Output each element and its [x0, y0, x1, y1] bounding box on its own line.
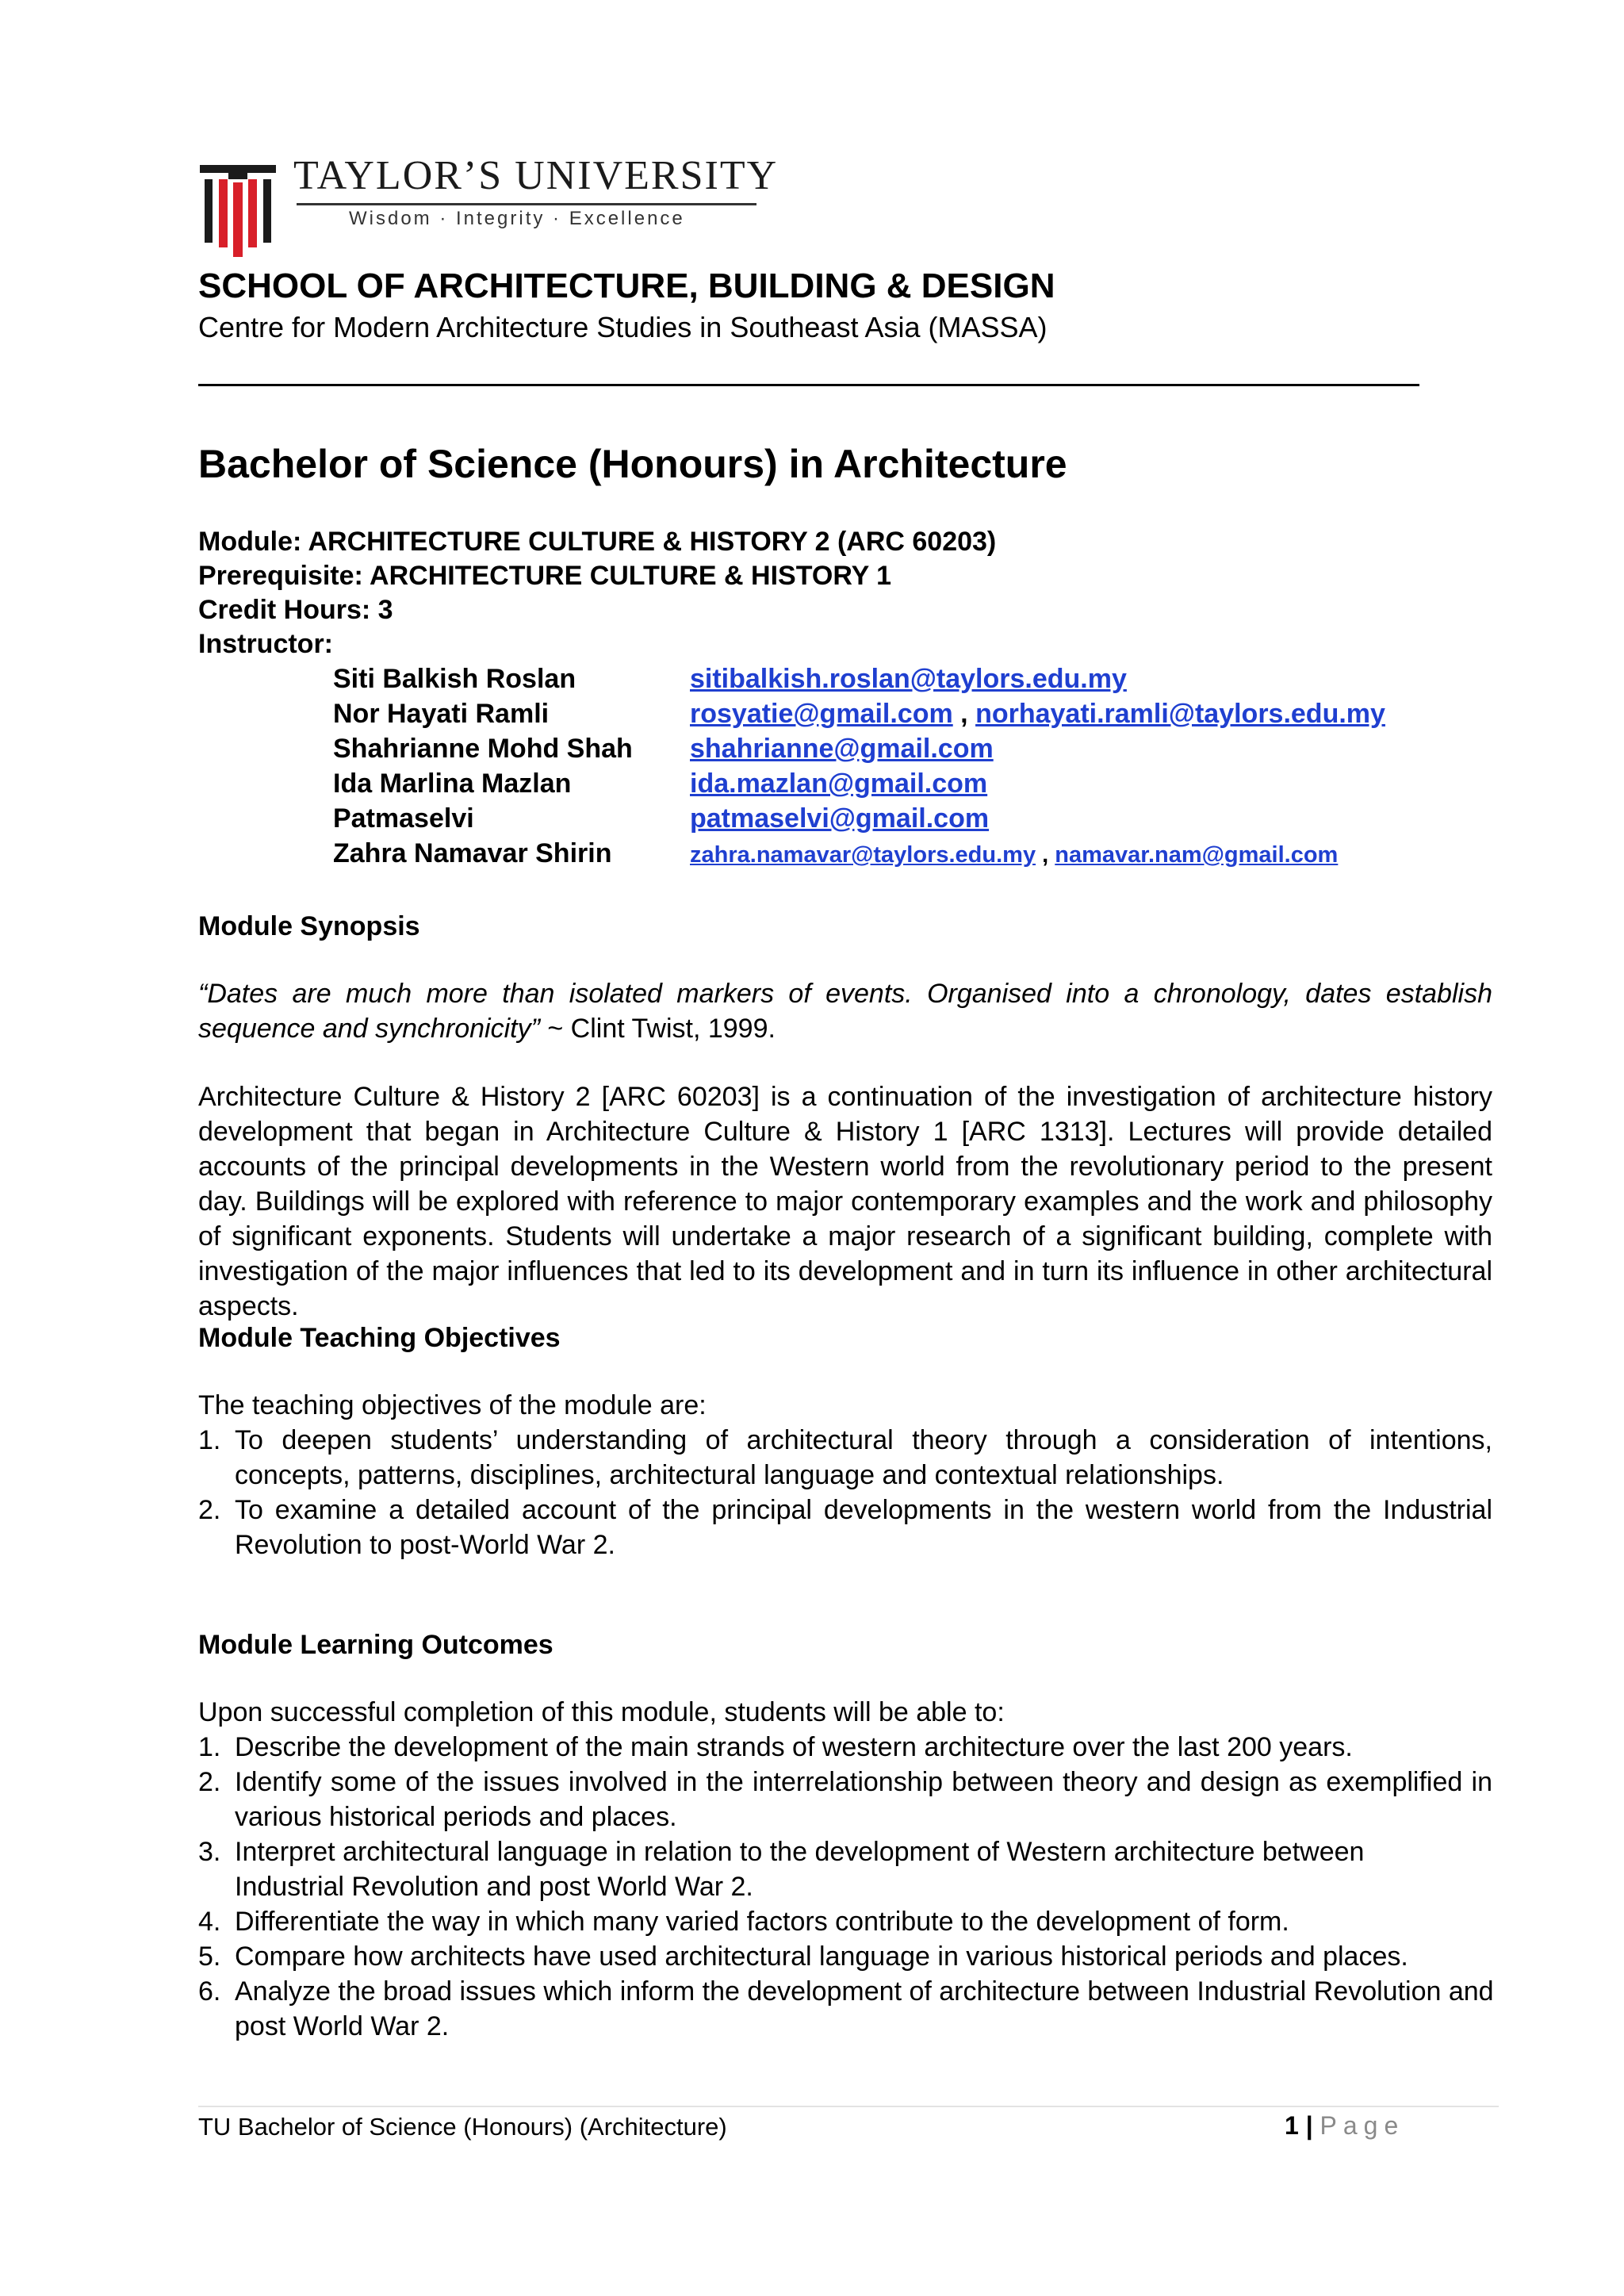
footer-divider: [198, 2106, 1499, 2107]
email-separator: ,: [1036, 842, 1055, 868]
degree-title: Bachelor of Science (Honours) in Architecture: [198, 442, 1067, 486]
instructor-email-row: [690, 699, 1385, 730]
list-number: 2.: [198, 1495, 221, 1525]
outcomes-intro: Upon successful completion of this module, students will be able to:: [198, 1697, 1005, 1727]
logo-emblem-icon: [198, 155, 278, 259]
email-link[interactable]: norhayati.ramli@taylors.edu.my: [975, 699, 1385, 729]
outcomes-heading: Module Learning Outcomes: [198, 1630, 553, 1660]
list-number: 5.: [198, 1941, 221, 1972]
page-number: 1: [1285, 2111, 1299, 2140]
email-link[interactable]: namavar.nam@gmail.com: [1055, 842, 1339, 868]
page-bar: |: [1298, 2111, 1320, 2140]
list-number: 2.: [198, 1767, 221, 1797]
page-word: Page: [1320, 2111, 1405, 2140]
instructor-label: Instructor:: [198, 629, 333, 659]
email-link[interactable]: zahra.namavar@taylors.edu.my: [690, 842, 1036, 868]
list-number: 3.: [198, 1837, 221, 1867]
university-logo: [198, 153, 779, 259]
header-divider: [198, 384, 1419, 386]
instructor-email-row: [690, 803, 989, 834]
credit-hours-line: Credit Hours: 3: [198, 595, 393, 625]
list-text: To examine a detailed account of the principal developments in the western world from the Industrial Revolution to post-World War 2.: [235, 1495, 1492, 1560]
email-link[interactable]: patmaselvi@gmail.com: [690, 803, 990, 834]
footer-title: TU Bachelor of Science (Honours) (Architecture): [198, 2113, 727, 2141]
instructor-name: Ida Marlina Mazlan: [333, 769, 572, 799]
email-link[interactable]: rosyatie@gmail.com: [690, 699, 953, 729]
module-line: Module: ARCHITECTURE CULTURE & HISTORY 2 (ARC 60203): [198, 527, 997, 557]
list-number: 1.: [198, 1732, 221, 1762]
email-link[interactable]: sitibalkish.roslan@taylors.edu.my: [690, 664, 1127, 694]
quote-attribution: ~ Clint Twist, 1999.: [539, 1014, 776, 1044]
email-link[interactable]: ida.mazlan@gmail.com: [690, 769, 988, 799]
list-text: Interpret architectural language in relation to the development of Western architecture between Industrial Revolution and post World War 2.: [235, 1837, 1365, 1902]
instructor-name: Nor Hayati Ramli: [333, 699, 550, 729]
instructor-name: Patmaselvi: [333, 803, 474, 834]
objectives-intro: The teaching objectives of the module are:: [198, 1390, 707, 1420]
school-name: SCHOOL OF ARCHITECTURE, BUILDING & DESIGN: [198, 266, 1055, 305]
instructor-email-row: [690, 842, 1338, 868]
synopsis-quote: [198, 976, 1492, 1046]
list-number: 1.: [198, 1425, 221, 1455]
instructor-email-row: [690, 734, 994, 765]
list-text: Differentiate the way in which many varied factors contribute to the development of form.: [235, 1907, 1289, 1937]
list-text: Compare how architects have used architectural language in various historical periods and places.: [235, 1941, 1408, 1972]
instructor-name: Zahra Namavar Shirin: [333, 838, 612, 868]
synopsis-heading: Module Synopsis: [198, 911, 420, 941]
logo-tagline: Wisdom · Integrity · Excellence: [349, 208, 685, 229]
instructor-name: Shahrianne Mohd Shah: [333, 734, 633, 764]
page-indicator: [1285, 2111, 1404, 2141]
list-number: 6.: [198, 1976, 221, 2007]
objectives-heading: Module Teaching Objectives: [198, 1323, 561, 1353]
instructor-name: Siti Balkish Roslan: [333, 664, 576, 694]
quote-text: “Dates are much more than isolated markers of events. Organised into a chronology, dates establish sequence and synchronicity”: [198, 979, 1492, 1044]
email-link[interactable]: shahrianne@gmail.com: [690, 734, 994, 764]
centre-name: Centre for Modern Architecture Studies in Southeast Asia (MASSA): [198, 311, 1048, 343]
list-text: Identify some of the issues involved in the interrelationship between theory and design as exemplified in various historical periods and places.: [235, 1767, 1492, 1832]
list-text: Analyze the broad issues which inform the development of architecture between Industrial Revolution and post World War 2.: [235, 1976, 1494, 2041]
list-text: To deepen students’ understanding of architectural theory through a consideration of intentions, concepts, patterns, disciplines, architectural language and contextual relationships.: [235, 1425, 1492, 1490]
logo-name: TAYLOR’S UNIVERSITY: [293, 153, 779, 198]
synopsis-body: Architecture Culture & History 2 [ARC 60203] is a continuation of the investigation of architecture history development that began in Architecture Culture & History 1 [ARC 1313]. Lectures will provide detailed accounts of the principal developments in the Western world from the revolutionary period to the present day. Buildings will be explored with reference to major contemporary examples and the work and philosophy of significant exponents. Students will undertake a major research of a significant building, complete with investigation of the major influences that led to its development and in turn its influence in other architectural aspects.: [198, 1082, 1492, 1321]
instructor-email-row: [690, 664, 1127, 695]
prerequisite-line: Prerequisite: ARCHITECTURE CULTURE & HISTORY 1: [198, 561, 892, 591]
logo-rule: [297, 203, 756, 205]
list-text: Describe the development of the main strands of western architecture over the last 200 years.: [235, 1732, 1353, 1762]
email-separator: ,: [952, 699, 976, 729]
list-number: 4.: [198, 1907, 221, 1937]
instructor-email-row: [690, 769, 987, 799]
